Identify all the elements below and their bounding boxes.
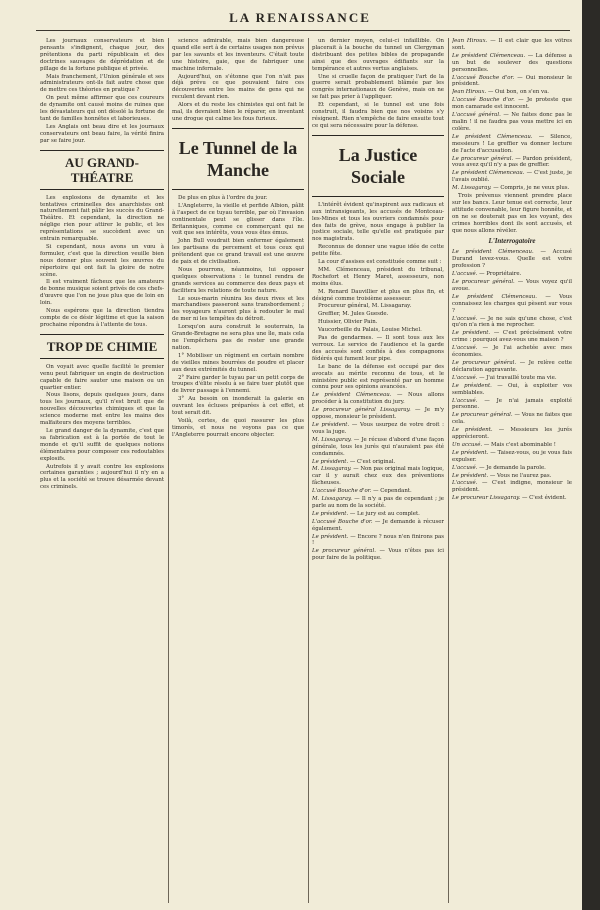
paragraph: Il est vraiment fâcheux que les amateurs de bonne musique soient privés de ces chefs-d'œuvre que l'on ne joue plus que de loin en loin.	[40, 279, 164, 307]
speech: — Vous n'êtes pas ici pour faire de la politique.	[312, 548, 444, 562]
speaker: L'accusé.	[452, 464, 480, 471]
speech: — Je ne sais qu'une chose, c'est qu'on n'a rien à me reprocher.	[452, 315, 572, 329]
paragraph: Nous lisons, depuis quelques jours, dans tous les journaux, qu'il n'est bruit que de nouvelles découvertes chimiques et que la science moderne met entre les mains des malfaiteurs des moyens terribles.	[40, 392, 164, 427]
dialog-line	[452, 75, 572, 89]
narrative-paragraph	[452, 193, 572, 234]
speaker: L'accusé.	[452, 480, 483, 487]
speaker: M. Lissagaray.	[312, 496, 355, 503]
column-separator	[308, 38, 309, 903]
dialog-line	[452, 383, 572, 397]
speaker: Le procureur général.	[452, 412, 515, 419]
paragraph: John Bull voudrait bien enfermer également les partisans du percement et tous ceux qui prétendent que ce grand travail est une œuvre de paix et de civilisation.	[172, 238, 304, 266]
paragraph: science admirable, mais bien dangereuse quand elle sert à de certains usages non prévus par les savants et les inventeurs. C'était toute une histoire, gaie, que de fabriquer une machine infernale.	[172, 38, 304, 72]
column-4	[452, 38, 572, 903]
heading-trop-de-chimie: TROP DE CHIMIE	[40, 334, 164, 359]
speech: — C'est évident.	[522, 495, 567, 502]
speech: — Vous usurpez de votre droit : vous la juge.	[312, 421, 444, 435]
paragraph: MM. Clémenceau, président du tribunal, Rochefort et Henry Maret, assesseurs, non moins élus.	[312, 266, 444, 287]
column-separator	[448, 38, 449, 903]
dialog-line	[452, 89, 572, 96]
dialog-line	[312, 488, 444, 495]
speaker: L'accusé Bouche d'or.	[452, 74, 518, 81]
paragraph: Autrefois il y avait contre les explosions certaines garanties ; aujourd'hui il n'y en a plus et la société se trouve désarmée devant ces criminels.	[40, 463, 164, 491]
paragraph: Le grand danger de la dynamite, c'est que sa fabrication est à la portée de tout le monde et qu'il suffit de quelques notions élémentaires pour composer ces redoutables explosifs.	[40, 427, 164, 462]
dialog-line	[452, 97, 572, 111]
speech: — J'ai travaillé toute ma vie.	[479, 374, 557, 381]
dialog-line	[452, 375, 572, 382]
dialog-line	[312, 437, 444, 458]
justice-dialog-continued	[452, 38, 572, 192]
speech: — C'est original.	[349, 458, 396, 465]
dialog-line	[312, 422, 444, 436]
justice-article	[312, 202, 444, 392]
speech: — Silence, messieurs ! Le greffier va donner lecture de l'acte d'accusation.	[452, 133, 572, 154]
speech: — Propriétaire.	[479, 271, 522, 278]
speaker: Le président.	[452, 427, 499, 434]
heading-grand-theatre: AU GRAND-THÉATRE	[40, 150, 164, 190]
paragraph: On peut même affirmer que ces coureurs de dynamite ont causé moins de ruines que les dévastateurs qui ont désolé la fortune de tant de familles honnêtes et laborieuses.	[40, 95, 164, 122]
speaker: L'accusé Bouche d'or.	[452, 97, 519, 104]
column-3	[312, 38, 444, 903]
speech: — Vous connaissez les charges qui pèsent sur vous ?	[452, 293, 572, 314]
speech: — Je proteste que mon camarade est innocent.	[452, 97, 572, 111]
speech: — Je demande à récuser également.	[312, 518, 444, 532]
speech: — Vous voyez qu'il avoue.	[452, 279, 572, 292]
speaker: Le président Clémenceau.	[452, 293, 546, 300]
speaker: Le président Clémenceau.	[452, 133, 539, 140]
dialog-line	[312, 519, 444, 533]
dialog-line	[452, 134, 572, 155]
speaker: L'accusé Bouche d'or.	[312, 488, 374, 495]
speaker: L'accusé Bouche d'or.	[312, 518, 375, 525]
paragraph: Les Anglais ont beau dire et les journaux conservateurs ont beau faire, la vérité finira par se faire jour.	[40, 123, 164, 144]
speech: — Encore ? nous n'en finirons pas !	[312, 533, 444, 547]
dialog-line	[452, 398, 572, 412]
speech: — Messieurs les jurés apprécieront.	[452, 427, 572, 441]
speech: — Pardon président, vous avez qu'il n'y a pas de greffier.	[452, 155, 572, 169]
paragraph: Trois prévenus viennent prendre place sur les bancs. Leur tenue est correcte, leur attitude convenable, leur figure honnête, et on ne se douterait pas en les voyant, des crimes horribles dont ils sont accusés, et que nous allons révéler.	[452, 193, 572, 234]
paragraph: La cour d'assises est constituée comme suit :	[318, 259, 442, 266]
paragraph: Les explosions de dynamite et les tentatives criminelles des anarchistes ont naturellement fait pâlir les succès du Grand-Théâtre. Et cependant, la direction ne néglige rien pour attirer le public, et les représentations se succèdent avec un entrain remarquable.	[40, 194, 164, 243]
speech: — Oui monsieur le président.	[452, 74, 572, 88]
speaker: Le président.	[312, 510, 350, 517]
dialog-line	[452, 271, 572, 278]
speech: — C'est juste, je l'avais oublié.	[452, 170, 572, 184]
speaker: L'accusé.	[452, 345, 483, 352]
paragraph: Alors et du reste les chimistes qui ont fait le mal, ils devraient bien le réparer, en inventant une drogue qui calme les fous furieux.	[172, 102, 304, 122]
speech: — Accusé Durand levez-vous. Quelle est votre profession ?	[452, 249, 572, 270]
paragraph: Le banc de la défense est occupé par des avocats au mérite reconnu de tous, et le ministère public est représenté par un homme connu pour ses opinions avancées.	[312, 363, 444, 391]
paragraph: Lorsqu'on aura construit le souterrain, la Grande-Bretagne ne sera plus une île, mais cela ne l'empêchera pas de rester une grande nation.	[172, 324, 304, 351]
paragraph: L'Angleterre, la vieille et perfide Albion, pâlit à l'aspect de ce tuyau terrible, par où l'invasion continentale peut se glisser dans l'île. Britanniques, comme ce commerçant qui ne voit que ses intérêts, vous vous êtes émus.	[172, 202, 304, 237]
speech: — Je m'y oppose, monsieur le président.	[312, 407, 444, 421]
speaker: Le président.	[312, 458, 350, 465]
paragraph: Reconnus de donner une vague idée de cette petite fête.	[312, 244, 444, 258]
speech: — Taisez-vous, ou je vous fais expulser.	[452, 449, 572, 463]
speaker: L'accusé.	[452, 374, 480, 381]
dialog-line	[452, 185, 572, 192]
page-edge-shadow	[582, 0, 600, 910]
heading-justice-sociale: La Justice Sociale	[312, 135, 444, 197]
paragraph: L'intérêt évident qu'inspirent aux radicaux et aux intransigeants, les accusés de Montceau-les-Mines et tous les ouvriers condamnés pour des faits de grève, nous engage à publier la justice sociale, telle qu'elle est pratiquée par nos magistrats.	[312, 201, 444, 243]
speech: — La défense a un but de soulever des questions personnelles.	[452, 52, 572, 73]
paragraph: M. Renard Dauvillier et plus en plus fin, et désigné comme troisième assesseur.	[312, 288, 444, 302]
paragraph: On voyait avec quelle facilité le premier venu peut fabriquer un engin de destruction capable de faire sauter une maison ou un quartier entier.	[40, 363, 164, 391]
paragraph: Le sous-marin réunira les deux rives et les marchandises passeront sans transbordement ; les voyageurs n'auront plus à redouter le mal de mer ni les tempêtes du détroit.	[172, 295, 304, 323]
paragraph: Nous espérons que la direction tiendra compte de ce désir légitime et que la saison prochaine répondra à l'attente de tous.	[40, 308, 164, 328]
chimie-article	[40, 364, 164, 491]
speech: — Je n'ai jamais exploité personne.	[452, 397, 572, 411]
dialog-line	[312, 511, 444, 518]
paragraph: Vaucorbeille du Palais, Louise Michel.	[318, 327, 422, 334]
dialog-line	[312, 459, 444, 466]
speech: — Non pas original mais logique, car il y aurait chez eux des préventions fâcheuses.	[312, 466, 444, 487]
speech: — Vous ne l'aurez pas.	[489, 472, 552, 479]
speech: — Ne faites donc pas le malin ! il ne faudra pas vous mettre ici en colère.	[452, 112, 572, 132]
speaker: L'accusé.	[452, 315, 481, 322]
column-separator	[168, 38, 169, 903]
speaker: Le président Clémenceau.	[452, 52, 528, 59]
speech: — Je demande la parole.	[479, 464, 546, 471]
paragraph: Les journaux conservateurs et bien pensants s'indignent, chaque jour, des prétentions du parti républicain et des doctrines sauvages de déprédation et de pillage de la fortune publique et privée.	[40, 38, 164, 72]
paragraph: Huissier, Olivier Pain.	[318, 319, 378, 326]
speech: — C'est précisément votre crime : pourquoi avez-vous une maison ?	[452, 330, 572, 344]
speech: — Compris, je ne veux plus.	[493, 185, 570, 192]
speech: — Vous ne faites que cela.	[452, 412, 572, 426]
paragraph: Nous pourrons, néanmoins, lui opposer quelques observations : le tunnel rendra de grands services au commerce des deux pays et facilitera les relations de toute nature.	[172, 266, 304, 294]
speech: — Je récuse d'abord d'une façon générale, tous les jurés qui n'auraient pas été condamnés.	[312, 436, 444, 457]
heading-tunnel-manche: Le Tunnel de la Manche	[172, 128, 304, 190]
dialog-line	[452, 316, 572, 330]
dialog-line	[452, 330, 572, 344]
dialog-line	[452, 345, 572, 359]
speech: — Nous allons procéder à la constitution du jury.	[312, 392, 444, 406]
speaker: Le président Clémenceau.	[312, 392, 398, 399]
speaker: Le président Clémenceau.	[452, 249, 541, 256]
paragraph: Pas de gendarmes. — Il sont tous aux les verroux. Le service de l'audience et la garde des accusés sont confiés à des compagnons fédérés qui fument leur pipe.	[312, 335, 444, 362]
dialog-line	[312, 496, 444, 510]
dialog-line	[452, 473, 572, 480]
intro-article	[40, 38, 164, 145]
speaker: Le procureur général.	[452, 279, 518, 285]
paragraph: 3° Au besoin on inonderait la galerie en ouvrant les écluses préparées à cet effet, et tout serait dit.	[172, 396, 304, 417]
dialog-line	[312, 407, 444, 421]
masthead-title: LA RENAISSANCE	[229, 10, 371, 25]
speaker: Le président.	[312, 421, 352, 428]
speaker: Un accusé.	[452, 441, 484, 448]
speech: — Le jury est au complet.	[349, 510, 420, 517]
speech: — Oui, à exploiter vos semblables.	[452, 382, 572, 396]
dialog-line	[452, 412, 572, 426]
speaker: Le procureur général Lissagaray.	[312, 407, 415, 414]
dialog-line	[452, 480, 572, 494]
speaker: M. Lissagaray.	[312, 436, 354, 443]
paragraph: un dernier moyen, celui-ci infaillible. On placerait à la bouche du tunnel un Clergyman distribuant des petites bibles de propagande ainsi que des ouvrages édifiants sur la tempérance et autres vertus anglaises.	[312, 38, 444, 72]
dialog-line	[452, 170, 572, 184]
dialog-line	[452, 360, 572, 374]
dialog-line	[452, 38, 572, 52]
dialog-line	[452, 427, 572, 441]
speech: — C'est indigne, monsieur le président.	[452, 480, 572, 494]
dialog-line	[452, 294, 572, 315]
speaker: Le président.	[312, 533, 351, 540]
speaker: Le procureur général.	[452, 155, 516, 162]
dialog-line	[452, 465, 572, 472]
dialog-line	[452, 279, 572, 293]
dialog-line	[312, 392, 444, 406]
dialog-line	[452, 495, 572, 502]
speaker: Jean Hiroux.	[452, 38, 491, 44]
speech: — Je l'ai achetée avec mes économies.	[452, 345, 572, 359]
tunnel-continued	[312, 38, 444, 130]
speaker: Le procureur général.	[452, 359, 520, 366]
chimie-continued	[172, 38, 304, 123]
column-2	[172, 38, 304, 903]
speaker: M. Lissagaray.	[312, 466, 354, 473]
speaker: L'accusé général.	[452, 112, 504, 119]
paragraph: Une si cruelle façon de pratiquer l'art de la guerre serait probablement blâmée par les congrès internationaux de Genève, mais on ne se fait pas prier à l'appliquer.	[312, 73, 444, 101]
dialog-line	[452, 53, 572, 74]
speaker: Le procureur Lissagaray.	[452, 495, 523, 502]
speaker: Le procureur général.	[312, 548, 380, 555]
speaker: Le président.	[452, 382, 498, 389]
speaker: M. Lissagaray.	[452, 185, 494, 192]
dialog-line	[452, 112, 572, 133]
paragraph: Et cependant, si le tunnel est une fois construit, il faudra bien que nos voisins s'y résignent. Rien n'empêche de faire ensuite tout ce qui sera nécessaire pour la défense.	[312, 102, 444, 129]
heading-interrogatoire: L'Interrogatoire	[488, 237, 536, 246]
dialog-line	[452, 442, 572, 449]
speech: — Oui bon, on s'en va.	[487, 89, 549, 96]
dialog-line	[312, 466, 444, 487]
speaker: Le président Clémenceau.	[452, 170, 527, 177]
paragraph: Si cependant, nous avons un vœu à formuler, c'est que la direction veuille bien nous donner plus souvent les œuvres du répertoire qui ont fait la gloire de notre scène.	[40, 243, 164, 278]
dialog-line	[312, 548, 444, 562]
column-1	[40, 38, 164, 903]
dialog-line	[452, 156, 572, 170]
speaker: Le président.	[452, 449, 491, 456]
speech: — Il est clair que les vôtres sont.	[452, 38, 572, 51]
paragraph: 1° Mobiliser un régiment en certain nombre de vieilles mines bourrées de poudre et placer aux deux extrémités du tunnel.	[172, 352, 304, 373]
paragraph: Voilà, certes, de quoi rassurer les plus timorés, et nous ne voyons pas ce que l'Angleterre pourrait encore objecter.	[172, 417, 304, 438]
paragraph: 2° Faire garder le tuyau par un petit corps de troupes d'élite résolu à se faire tuer plutôt que de livrer passage à l'ennemi.	[172, 374, 304, 395]
speech: — Mais c'est abominable !	[483, 441, 556, 448]
paragraph: Greffier, M. Jules Guesde.	[318, 311, 389, 318]
speaker: L'accusé.	[452, 397, 485, 404]
speaker: L'accusé.	[452, 271, 480, 278]
speech: — Il n'y a pas de cependant ; je parle au nom de la société.	[312, 496, 444, 509]
speech: — Je relève cette déclaration aggravante.	[452, 359, 572, 373]
speaker: Le président.	[452, 472, 490, 479]
dialog-line	[312, 534, 444, 548]
speaker: Jean Hiroux.	[452, 89, 488, 96]
paragraph: Aujourd'hui, on s'étonne que l'on n'ait pas déjà prévu ce que pouvaient faire ces découvertes entre les mains de gens qui ne reculent devant rien.	[172, 73, 304, 101]
justice-dialog	[312, 392, 444, 562]
paragraph: Procureur général, M. Lissagaray.	[318, 303, 412, 310]
interrogatoire-dialog	[452, 249, 572, 502]
dialog-line	[452, 450, 572, 464]
paragraph: De plus en plus à l'ordre du jour.	[178, 194, 268, 201]
dialog-line	[452, 249, 572, 270]
tunnel-article	[172, 195, 304, 439]
grand-theatre-article	[40, 195, 164, 329]
paragraph: Mais franchement, l'Union générale et ses administrateurs ont-ils fait autre chose que de mettre ces théories en pratique ?	[40, 73, 164, 94]
masthead-rule	[36, 30, 570, 31]
speaker: Le président.	[452, 330, 494, 337]
speech: — Cependant.	[373, 488, 412, 495]
